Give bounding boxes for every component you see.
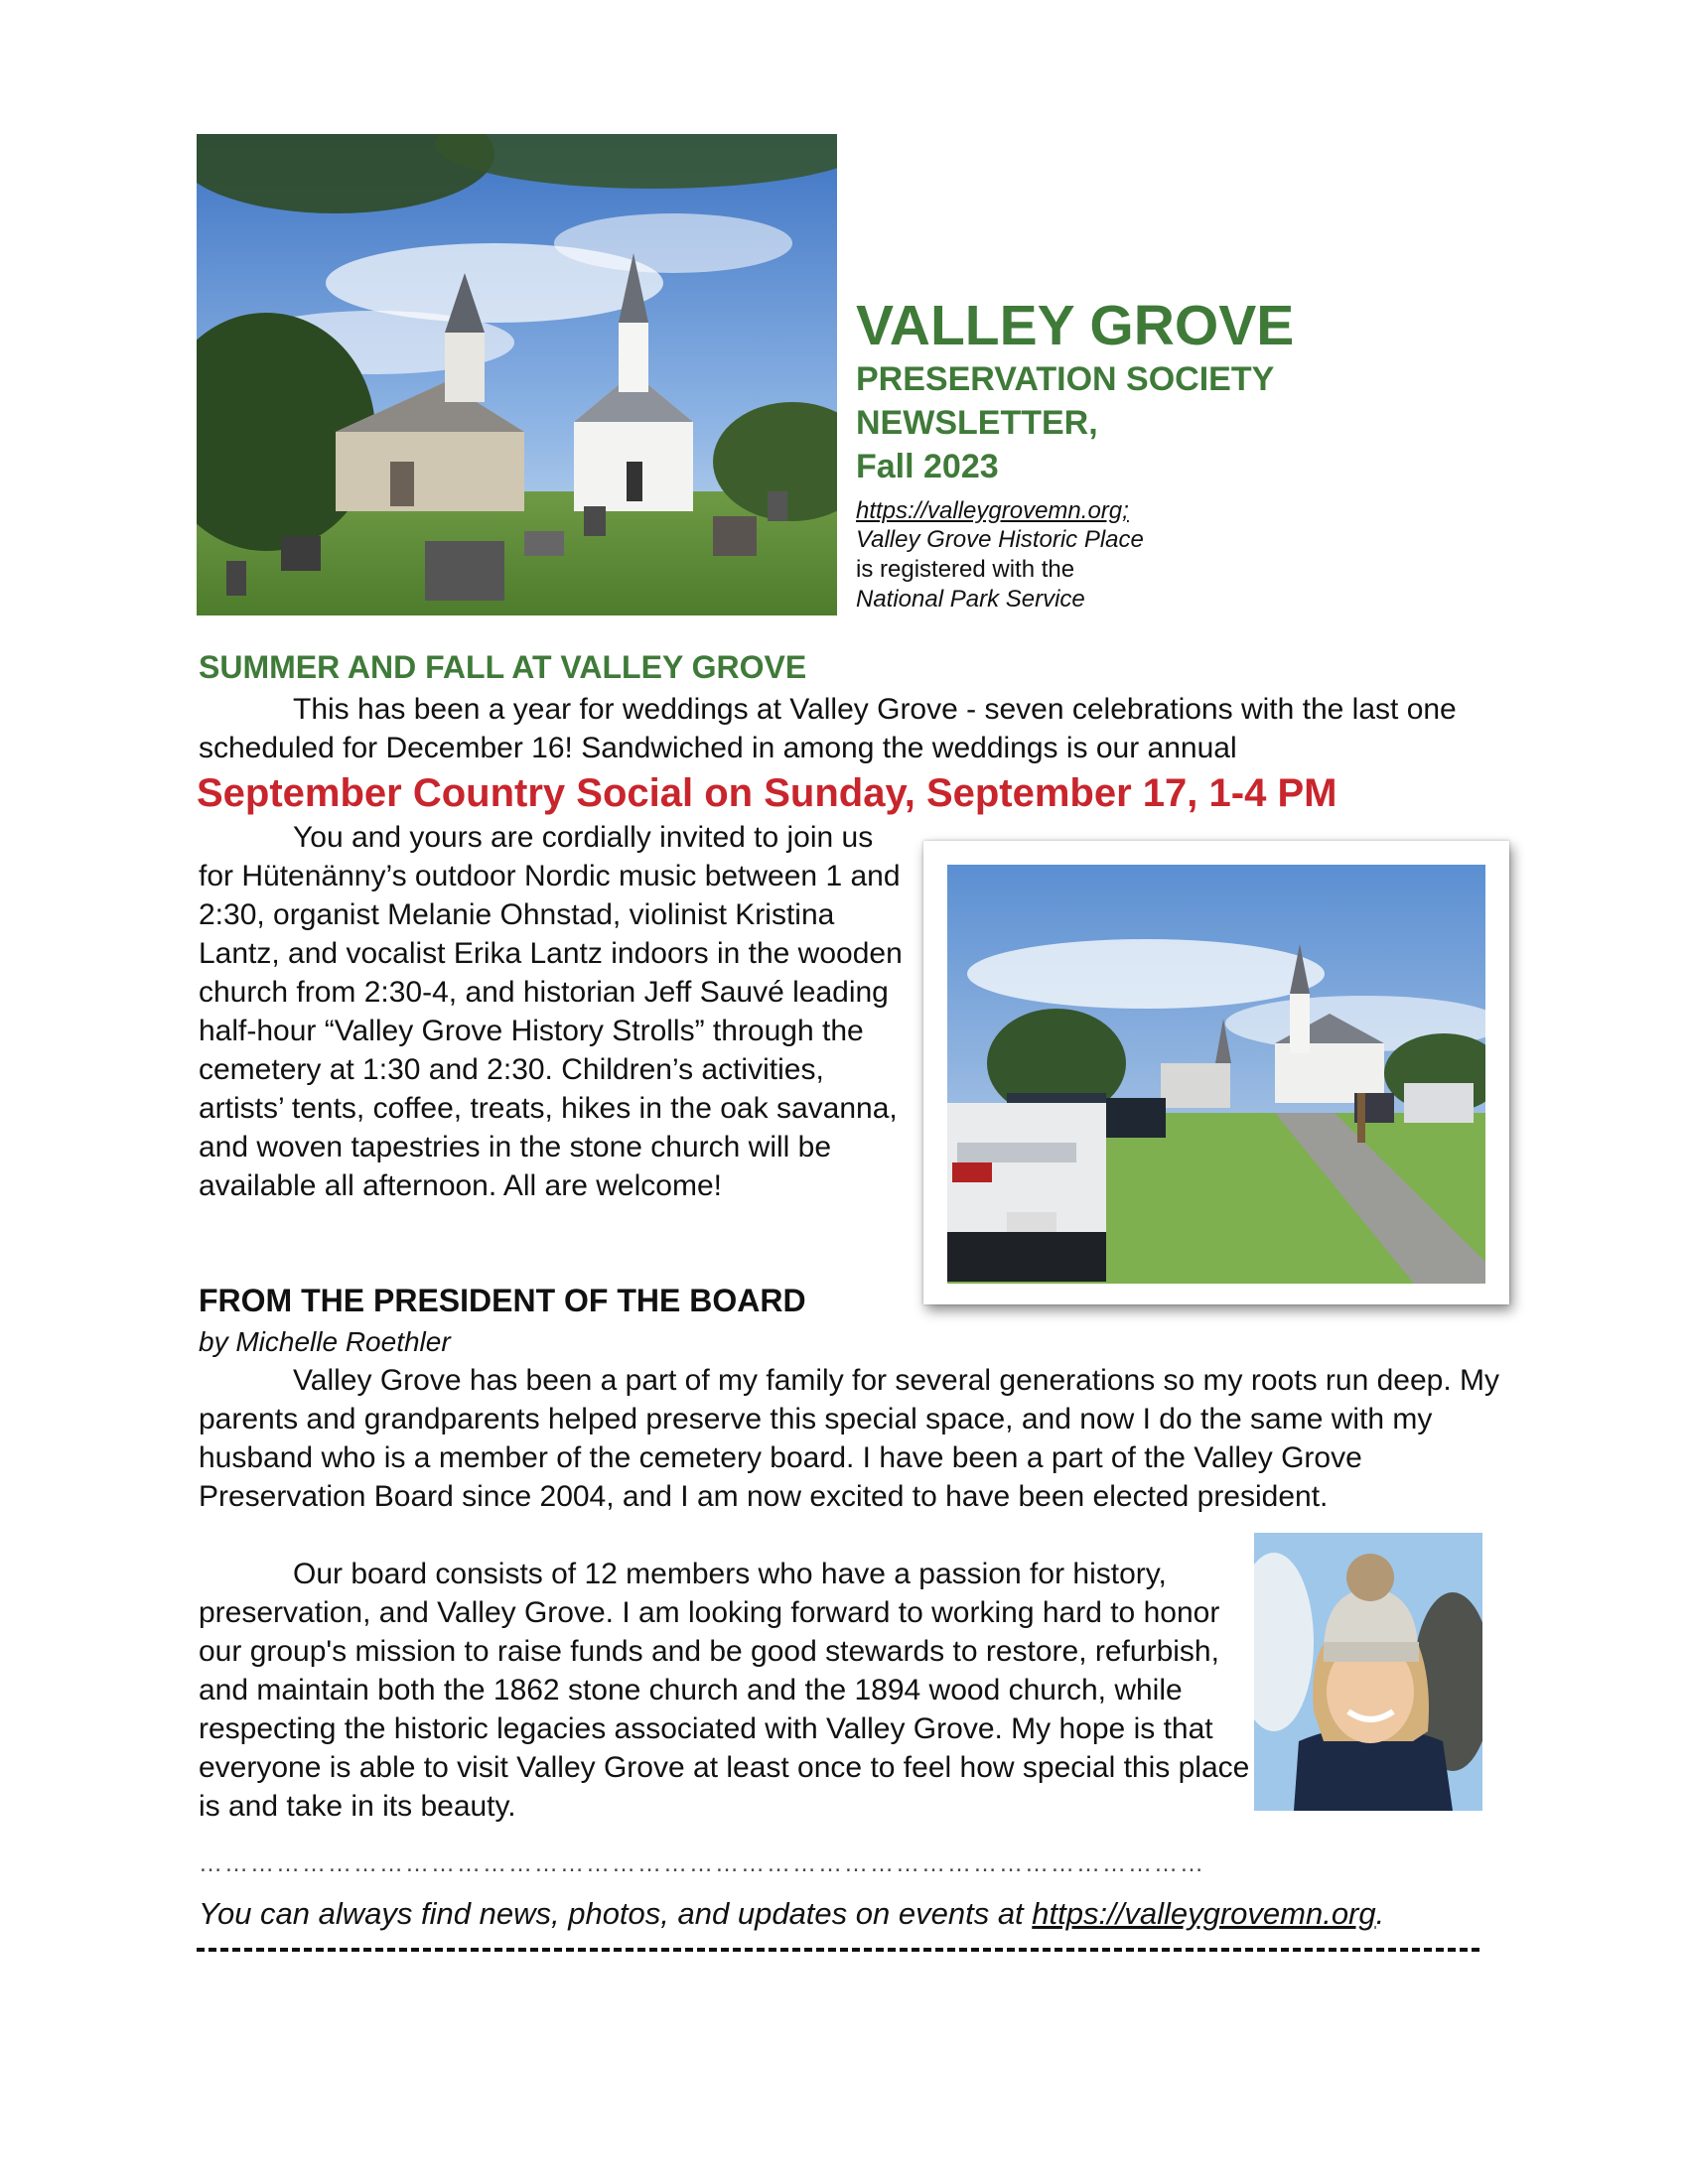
masthead-subtitle-line2: NEWSLETTER, [856,404,1098,442]
masthead-subtitle-line1: PRESERVATION SOCIETY [856,360,1275,398]
hero-photo-churches [197,134,837,615]
footer-website-link[interactable]: https://valleygrovemn.org [1032,1896,1376,1931]
registration-line-2: is registered with the [856,556,1075,583]
masthead-edition: Fall 2023 [856,448,999,485]
footer-note [199,1894,1384,1934]
section2-paragraph-2: Our board consists of 12 members who have a passion for history, preservation, and Valley Grove. I am looking forward to working hard to honor our group's mission to raise funds and be good stewards to restore, refurbish, and maintain both the 1862 stone church and the 1894 wood church, while respecting the historic legacies associated with Valley Grove. My hope is that everyone is able to visit Valley Grove at least once to feel how special this place is and take in its beauty. [199,1558,1250,1823]
president-portrait [1254,1533,1482,1811]
footer-text: You can always find news, photos, and updates on events at [199,1896,1033,1931]
masthead [856,294,1372,488]
registration-block [856,492,1273,614]
event-banner: September Country Social on Sunday, September 17, 1-4 PM [197,771,1337,815]
dotted-divider: ……………………………………………………………………………………………………… [199,1854,1205,1874]
photo-frame-parking [923,841,1509,1304]
registration-line-1: Valley Grove Historic Place [856,526,1144,553]
masthead-title: VALLEY GROVE [856,294,1295,357]
section1-invite-paragraph: You and yours are cordially invited to join us for Hütenänny’s outdoor Nordic music between 1 and 2:30, organist Melanie Ohnstad, violinist Kristina Lantz, and vocalist Erika Lantz indoors in the wooden church from 2:30-4, and historian Jeff Sauvé leading half-hour “Valley Grove History Strolls” through the cemetery at 1:30 and 2:30. Children’s activities, artists’ tents, coffee, treats, hikes in the oak savanna, and woven tapestries in the stone church will be available all afternoon. All are welcome! [199,821,903,1202]
section-heading-summer-fall: SUMMER AND FALL AT VALLEY GROVE [199,649,807,685]
footer-period: . [1375,1896,1385,1931]
section1-intro-paragraph: This has been a year for weddings at Valley Grove - seven celebrations with the last one scheduled for December 16! Sandwiched in among the weddings is our annual [199,693,1457,764]
registration-line-3: National Park Service [856,586,1085,613]
dashed-rule [197,1948,1479,1952]
author-byline: by Michelle Roethler [199,1326,451,1357]
photo-parked-cars-churches [947,865,1485,1284]
section-heading-president: FROM THE PRESIDENT OF THE BOARD [199,1283,806,1318]
section2-paragraph-1: Valley Grove has been a part of my family for several generations so my roots run deep. My parents and grandparents helped preserve this special space, and now I do the same with my husband who is a member of the cemetery board. I have been a part of the Valley Grove Preservation Board since 2004, and I am now excited to have been elected president. [199,1364,1499,1513]
website-link[interactable]: https://valleygrovemn.org; [856,497,1129,524]
